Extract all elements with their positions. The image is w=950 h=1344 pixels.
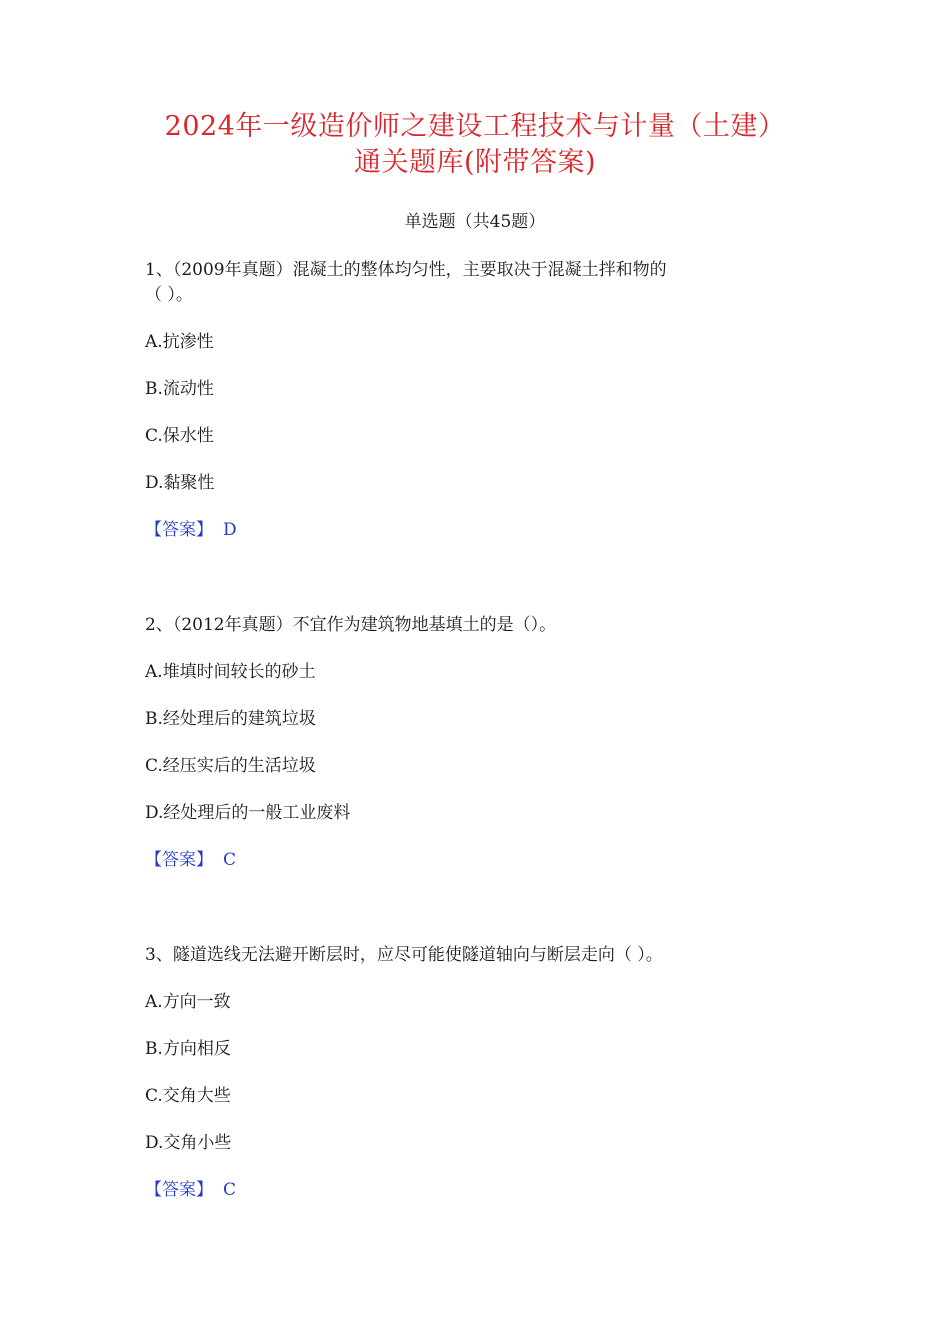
answer-label: 【答案】 xyxy=(145,520,213,540)
answer-line xyxy=(145,1178,236,1202)
option-d: D.经处理后的一般工业废料 xyxy=(145,803,351,823)
document-title-line2: 通关题库(附带答案) xyxy=(353,147,597,178)
option-a: A.堆填时间较长的砂土 xyxy=(145,662,316,682)
answer-label: 【答案】 xyxy=(145,1180,213,1200)
option-b: B.方向相反 xyxy=(145,1039,231,1059)
option-c: C.经压实后的生活垃圾 xyxy=(145,756,316,776)
option-a: A.方向一致 xyxy=(145,992,231,1012)
option-a: A.抗渗性 xyxy=(145,332,214,352)
option-c: C.保水性 xyxy=(145,426,214,446)
option-c: C.交角大些 xyxy=(145,1086,231,1106)
answer-line xyxy=(145,518,237,542)
option-d: D.交角小些 xyxy=(145,1133,232,1153)
answer-label: 【答案】 xyxy=(145,850,213,870)
question-stem-continued: （ ）。 xyxy=(145,285,193,305)
question-stem: 2、（2012年真题）不宜作为建筑物地基填土的是（）。 xyxy=(145,615,557,635)
document-title-line1: 2024年一级造价师之建设工程技术与计量（土建） xyxy=(164,111,786,142)
answer-value: C xyxy=(223,850,237,870)
option-b: B.流动性 xyxy=(145,379,214,399)
question-stem: 3、隧道选线无法避开断层时，应尽可能使隧道轴向与断层走向（ ）。 xyxy=(145,945,663,965)
answer-value: C xyxy=(223,1180,237,1200)
question-stem: 1、（2009年真题）混凝土的整体均匀性，主要取决于混凝土拌和物的 xyxy=(145,260,667,280)
answer-value: D xyxy=(223,520,237,540)
option-b: B.经处理后的建筑垃圾 xyxy=(145,709,316,729)
option-d: D.黏聚性 xyxy=(145,473,215,493)
answer-line xyxy=(145,848,236,872)
section-heading: 单选题（共45题） xyxy=(404,212,546,232)
